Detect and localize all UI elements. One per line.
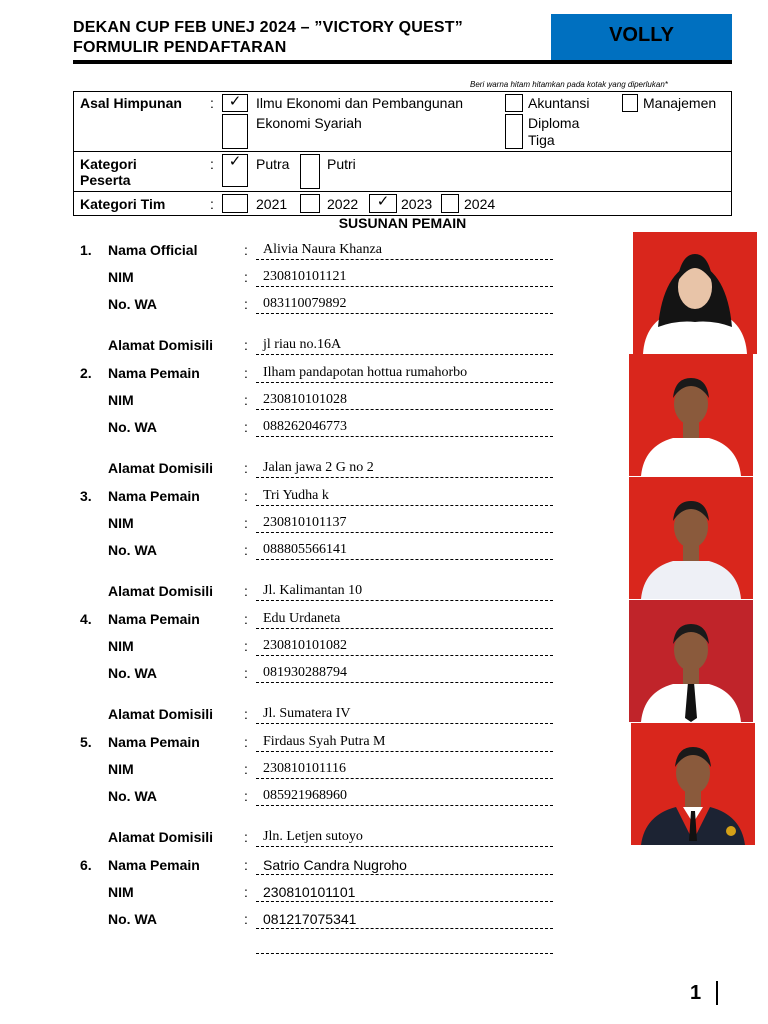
colon: : [244, 638, 248, 654]
colon: : [244, 583, 248, 599]
page-number: 1 [690, 982, 702, 1004]
check-icon: ✓ [228, 153, 242, 170]
field-label-nim: NIM [108, 392, 134, 408]
option-manajemen: Manajemen [643, 95, 717, 111]
kategori-peserta-label-line-1: Kategori [80, 156, 137, 172]
divider [73, 191, 732, 192]
field-value-name[interactable]: Alivia Naura Khanza [263, 242, 382, 257]
asal-himpunan-label: Asal Himpunan [80, 95, 182, 111]
colon: : [244, 365, 248, 381]
dotted-underline [256, 354, 553, 355]
field-value-alamat[interactable]: Jalan jawa 2 G no 2 [263, 460, 374, 475]
dotted-underline [256, 953, 553, 954]
checkbox-manajemen[interactable] [622, 94, 638, 112]
field-value-wa[interactable]: 088805566141 [263, 542, 347, 557]
hijab-woman-photo [633, 232, 757, 354]
dotted-underline [256, 259, 553, 260]
dotted-underline [256, 286, 553, 287]
colon: : [244, 788, 248, 804]
field-value-alamat[interactable]: Jl. Sumatera IV [263, 706, 351, 721]
field-label-alamat: Alamat Domisili [108, 337, 214, 353]
field-label-alamat: Alamat Domisili [108, 706, 214, 722]
field-value-nim[interactable]: 230810101116 [263, 761, 346, 776]
sport-label: VOLLY [609, 24, 674, 46]
checkbox-diploma-tiga[interactable] [505, 114, 523, 149]
member-number: 2. [80, 365, 92, 381]
checkbox-putri[interactable] [300, 154, 320, 189]
field-label-alamat: Alamat Domisili [108, 829, 214, 845]
colon: : [244, 296, 248, 312]
dotted-underline [256, 805, 553, 806]
kategori-tim-label: Kategori Tim [80, 196, 166, 212]
colon: : [244, 706, 248, 722]
colon: : [244, 392, 248, 408]
dotted-underline [256, 505, 553, 506]
dotted-underline [256, 382, 553, 383]
form-title-line-2: FORMULIR PENDAFTARAN [73, 39, 287, 56]
field-label-wa: No. WA [108, 788, 157, 804]
man-jacket-photo [631, 723, 755, 845]
field-label-name: Nama Pemain [108, 611, 200, 627]
field-value-name[interactable]: Edu Urdaneta [263, 611, 341, 626]
field-value-name[interactable]: Firdaus Syah Putra M [263, 734, 386, 749]
checkbox-putra[interactable] [222, 154, 248, 187]
field-label-wa: No. WA [108, 419, 157, 435]
option-2021: 2021 [256, 196, 288, 212]
man-white-shirt-photo [629, 477, 753, 599]
instruction-note: Beri warna hitam hitamkan pada kotak yang diperlukan* [470, 80, 668, 89]
field-value-name[interactable]: Ilham pandapotan hottua rumahorbo [263, 365, 468, 380]
field-label-name: Nama Pemain [108, 365, 200, 381]
dotted-underline [256, 600, 553, 601]
divider [73, 151, 732, 152]
form-title-line-1: DEKAN CUP FEB UNEJ 2024 – ”VICTORY QUEST” [73, 19, 463, 36]
dotted-underline [256, 436, 553, 437]
field-label-alamat: Alamat Domisili [108, 583, 214, 599]
option-ilmu-ekonomi: Ilmu Ekonomi dan Pembangunan [256, 95, 464, 111]
field-label-nim: NIM [108, 515, 134, 531]
colon: : [244, 515, 248, 531]
colon: : [244, 488, 248, 504]
field-label-nim: NIM [108, 269, 134, 285]
field-label-nim: NIM [108, 884, 134, 900]
option-diploma-line-2: Tiga [528, 132, 555, 148]
option-putri: Putri [327, 156, 356, 172]
option-diploma-line-1: Diploma [528, 115, 580, 131]
colon: : [244, 911, 248, 927]
colon: : [210, 95, 214, 111]
dotted-underline [256, 751, 553, 752]
dotted-underline [256, 778, 553, 779]
field-value-wa[interactable]: 085921968960 [263, 788, 347, 803]
field-value-wa[interactable]: 083110079892 [263, 296, 347, 311]
field-label-name: Nama Pemain [108, 857, 200, 873]
portrait-icon [629, 354, 753, 476]
field-value-wa[interactable]: 081217075341 [263, 911, 357, 927]
colon: : [244, 611, 248, 627]
field-label-nim: NIM [108, 761, 134, 777]
field-label-wa: No. WA [108, 542, 157, 558]
dotted-underline [256, 655, 553, 656]
checkbox-ekonomi-syariah[interactable] [222, 114, 248, 149]
colon: : [244, 542, 248, 558]
check-icon: ✓ [376, 193, 390, 210]
checkbox-2024[interactable] [441, 194, 459, 213]
dotted-underline [256, 901, 553, 902]
checkbox-ilmu-ekonomi[interactable] [222, 94, 248, 112]
colon: : [244, 419, 248, 435]
field-label-name: Nama Pemain [108, 488, 200, 504]
dotted-underline [256, 846, 553, 847]
dotted-underline [256, 682, 553, 683]
member-number: 3. [80, 488, 92, 504]
checkbox-2023[interactable] [369, 194, 397, 213]
dotted-underline [256, 874, 553, 875]
field-label-wa: No. WA [108, 296, 157, 312]
dotted-underline [256, 628, 553, 629]
field-value-name[interactable]: Tri Yudha k [263, 488, 329, 503]
field-value-alamat[interactable]: Jln. Letjen sutoyo [263, 829, 363, 844]
field-value-nim[interactable]: 230810101028 [263, 392, 347, 407]
colon: : [244, 857, 248, 873]
portrait-icon [629, 477, 753, 599]
member-number: 6. [80, 857, 92, 873]
colon: : [244, 884, 248, 900]
colon: : [244, 242, 248, 258]
option-putra: Putra [256, 156, 290, 172]
field-value-name[interactable]: Satrio Candra Nugroho [263, 857, 407, 873]
field-value-nim[interactable]: 230810101137 [263, 515, 347, 530]
page-number-bar [716, 981, 718, 1005]
field-value-wa[interactable]: 081930288794 [263, 665, 347, 680]
dotted-underline [256, 313, 553, 314]
member-number: 1. [80, 242, 92, 258]
colon: : [210, 156, 214, 172]
colon: : [244, 734, 248, 750]
section-title: SUSUNAN PEMAIN [338, 215, 467, 231]
field-value-nim[interactable]: 230810101082 [263, 638, 347, 653]
field-label-name: Nama Pemain [108, 734, 200, 750]
checkbox-akuntansi[interactable] [505, 94, 523, 112]
member-number: 5. [80, 734, 92, 750]
colon: : [244, 761, 248, 777]
portrait-icon [633, 232, 757, 354]
colon: : [244, 269, 248, 285]
field-label-wa: No. WA [108, 665, 157, 681]
dotted-underline [256, 723, 553, 724]
field-value-nim[interactable]: 230810101121 [263, 269, 347, 284]
man-tie-photo [629, 600, 753, 722]
colon: : [244, 665, 248, 681]
man-white-shirt-photo [629, 354, 753, 476]
field-label-name: Nama Official [108, 242, 198, 258]
dotted-underline [256, 409, 553, 410]
portrait-icon [631, 723, 755, 845]
option-2023: 2023 [401, 196, 433, 212]
member-number: 4. [80, 611, 92, 627]
field-value-nim[interactable]: 230810101101 [263, 884, 356, 900]
colon: : [210, 196, 214, 212]
dotted-underline [256, 559, 553, 560]
kategori-peserta-label-line-2: Peserta [80, 172, 131, 188]
dotted-underline [256, 477, 553, 478]
option-akuntansi: Akuntansi [528, 95, 590, 111]
field-label-nim: NIM [108, 638, 134, 654]
field-label-alamat: Alamat Domisili [108, 460, 214, 476]
colon: : [244, 460, 248, 476]
checkbox-2022[interactable] [300, 194, 320, 213]
field-value-alamat[interactable]: Jl. Kalimantan 10 [263, 583, 363, 598]
field-value-wa[interactable]: 088262046773 [263, 419, 347, 434]
check-icon: ✓ [228, 93, 242, 110]
option-2024: 2024 [464, 196, 496, 212]
colon: : [244, 829, 248, 845]
dotted-underline [256, 928, 553, 929]
option-2022: 2022 [327, 196, 359, 212]
option-ekonomi-syariah: Ekonomi Syariah [256, 115, 362, 131]
field-value-alamat[interactable]: jl riau no.16A [263, 337, 342, 352]
field-label-wa: No. WA [108, 911, 157, 927]
dotted-underline [256, 532, 553, 533]
header-rule [73, 60, 732, 64]
portrait-icon [629, 600, 753, 722]
checkbox-2021[interactable] [222, 194, 248, 213]
colon: : [244, 337, 248, 353]
